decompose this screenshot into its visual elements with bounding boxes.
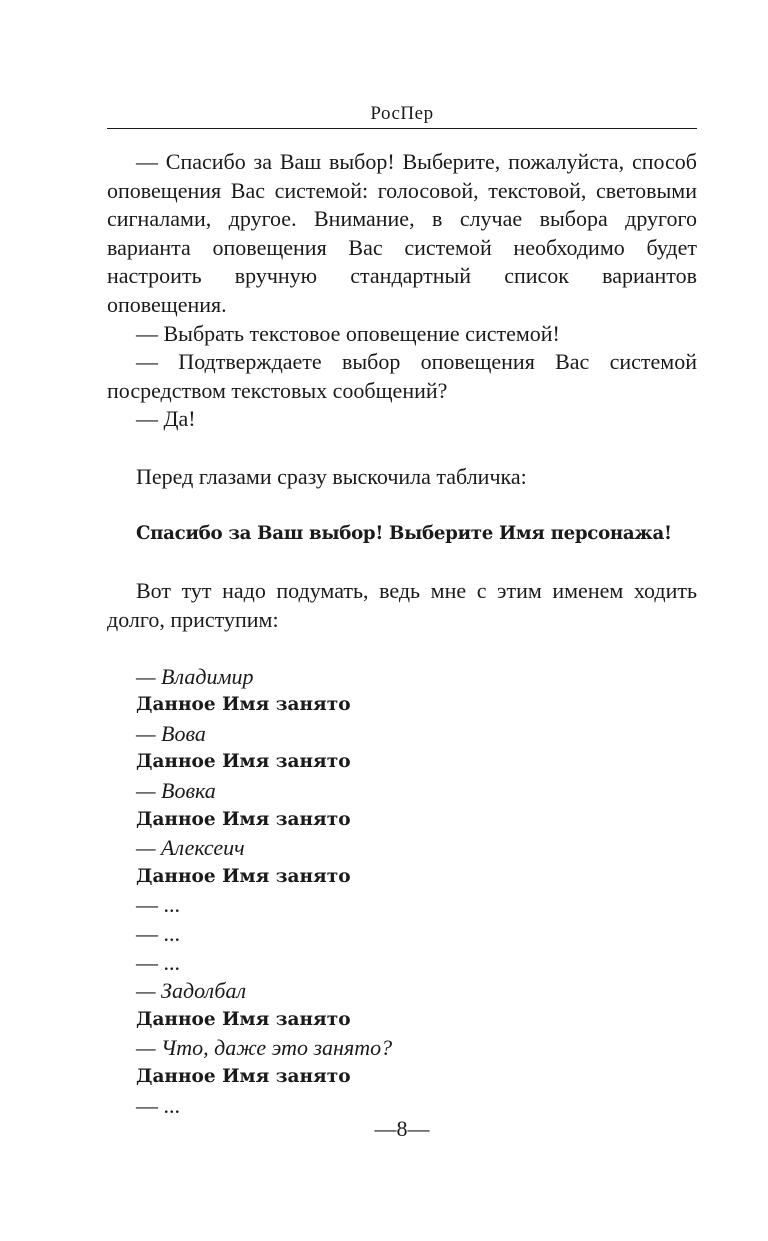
- paragraph-choose-text: — Выбрать текстовое оповещение системой!: [136, 320, 560, 346]
- name-attempts-list: [107, 663, 697, 1121]
- dialogue-line: Данное Имя занято: [136, 1066, 351, 1087]
- dialogue-line: — Вова: [136, 720, 206, 746]
- dialogue-line: — ...: [136, 892, 180, 918]
- blank-line: [107, 434, 697, 463]
- book-page: [107, 0, 697, 1241]
- header-rule: [107, 128, 697, 129]
- paragraph-yes: — Да!: [136, 406, 196, 432]
- blank-line: [107, 548, 697, 577]
- running-head: РосПер: [370, 103, 434, 124]
- dialogue-line: Данное Имя занято: [136, 1008, 351, 1030]
- dialogue-line: Данное Имя занято: [136, 865, 351, 887]
- dialogue-line: — ...: [136, 949, 180, 975]
- blank-line: [107, 634, 697, 663]
- dialogue-line: — Задолбал: [136, 978, 247, 1004]
- dialogue-line: — ...: [136, 921, 180, 947]
- paragraph-confirm: — Подтверждаете выбор оповещения Вас системой посредством текстовых сообщений?: [107, 349, 697, 403]
- dialogue-line: Данное Имя занято: [136, 751, 351, 773]
- dialogue-line: — Алексеич: [136, 835, 245, 861]
- dialogue-line: Данное Имя занято: [136, 694, 351, 716]
- system-message-choose-name: Спасибо за Ваш выбор! Выберите Имя персонажа!: [136, 522, 672, 544]
- dialogue-line: — ...: [136, 1092, 180, 1118]
- paragraph-think: Вот тут надо подумать, ведь мне с этим именем ходить долго, приступим:: [107, 577, 697, 632]
- paragraph-popup: Перед глазами сразу выскочила табличка:: [136, 463, 527, 489]
- dialogue-line: — Владимир: [136, 663, 254, 689]
- paragraph-notification-choice: — Спасибо за Ваш выбор! Выберите, пожалуйста, способ оповещения Вас системой: голосовой, текстовой, световыми сигналами, другое. Внимание, в случае выбора другого варианта оповещения Вас системой необходимо будет настроить вручную стандартный список вариантов оповещения.: [107, 149, 697, 317]
- page-number: —8—: [374, 1116, 430, 1141]
- dialogue-line: Данное Имя занято: [136, 808, 351, 830]
- page-body: [107, 148, 697, 1120]
- blank-line: [107, 491, 697, 520]
- dialogue-line: — Вовка: [136, 778, 216, 804]
- dialogue-line: — Что, даже это занято?: [136, 1035, 393, 1061]
